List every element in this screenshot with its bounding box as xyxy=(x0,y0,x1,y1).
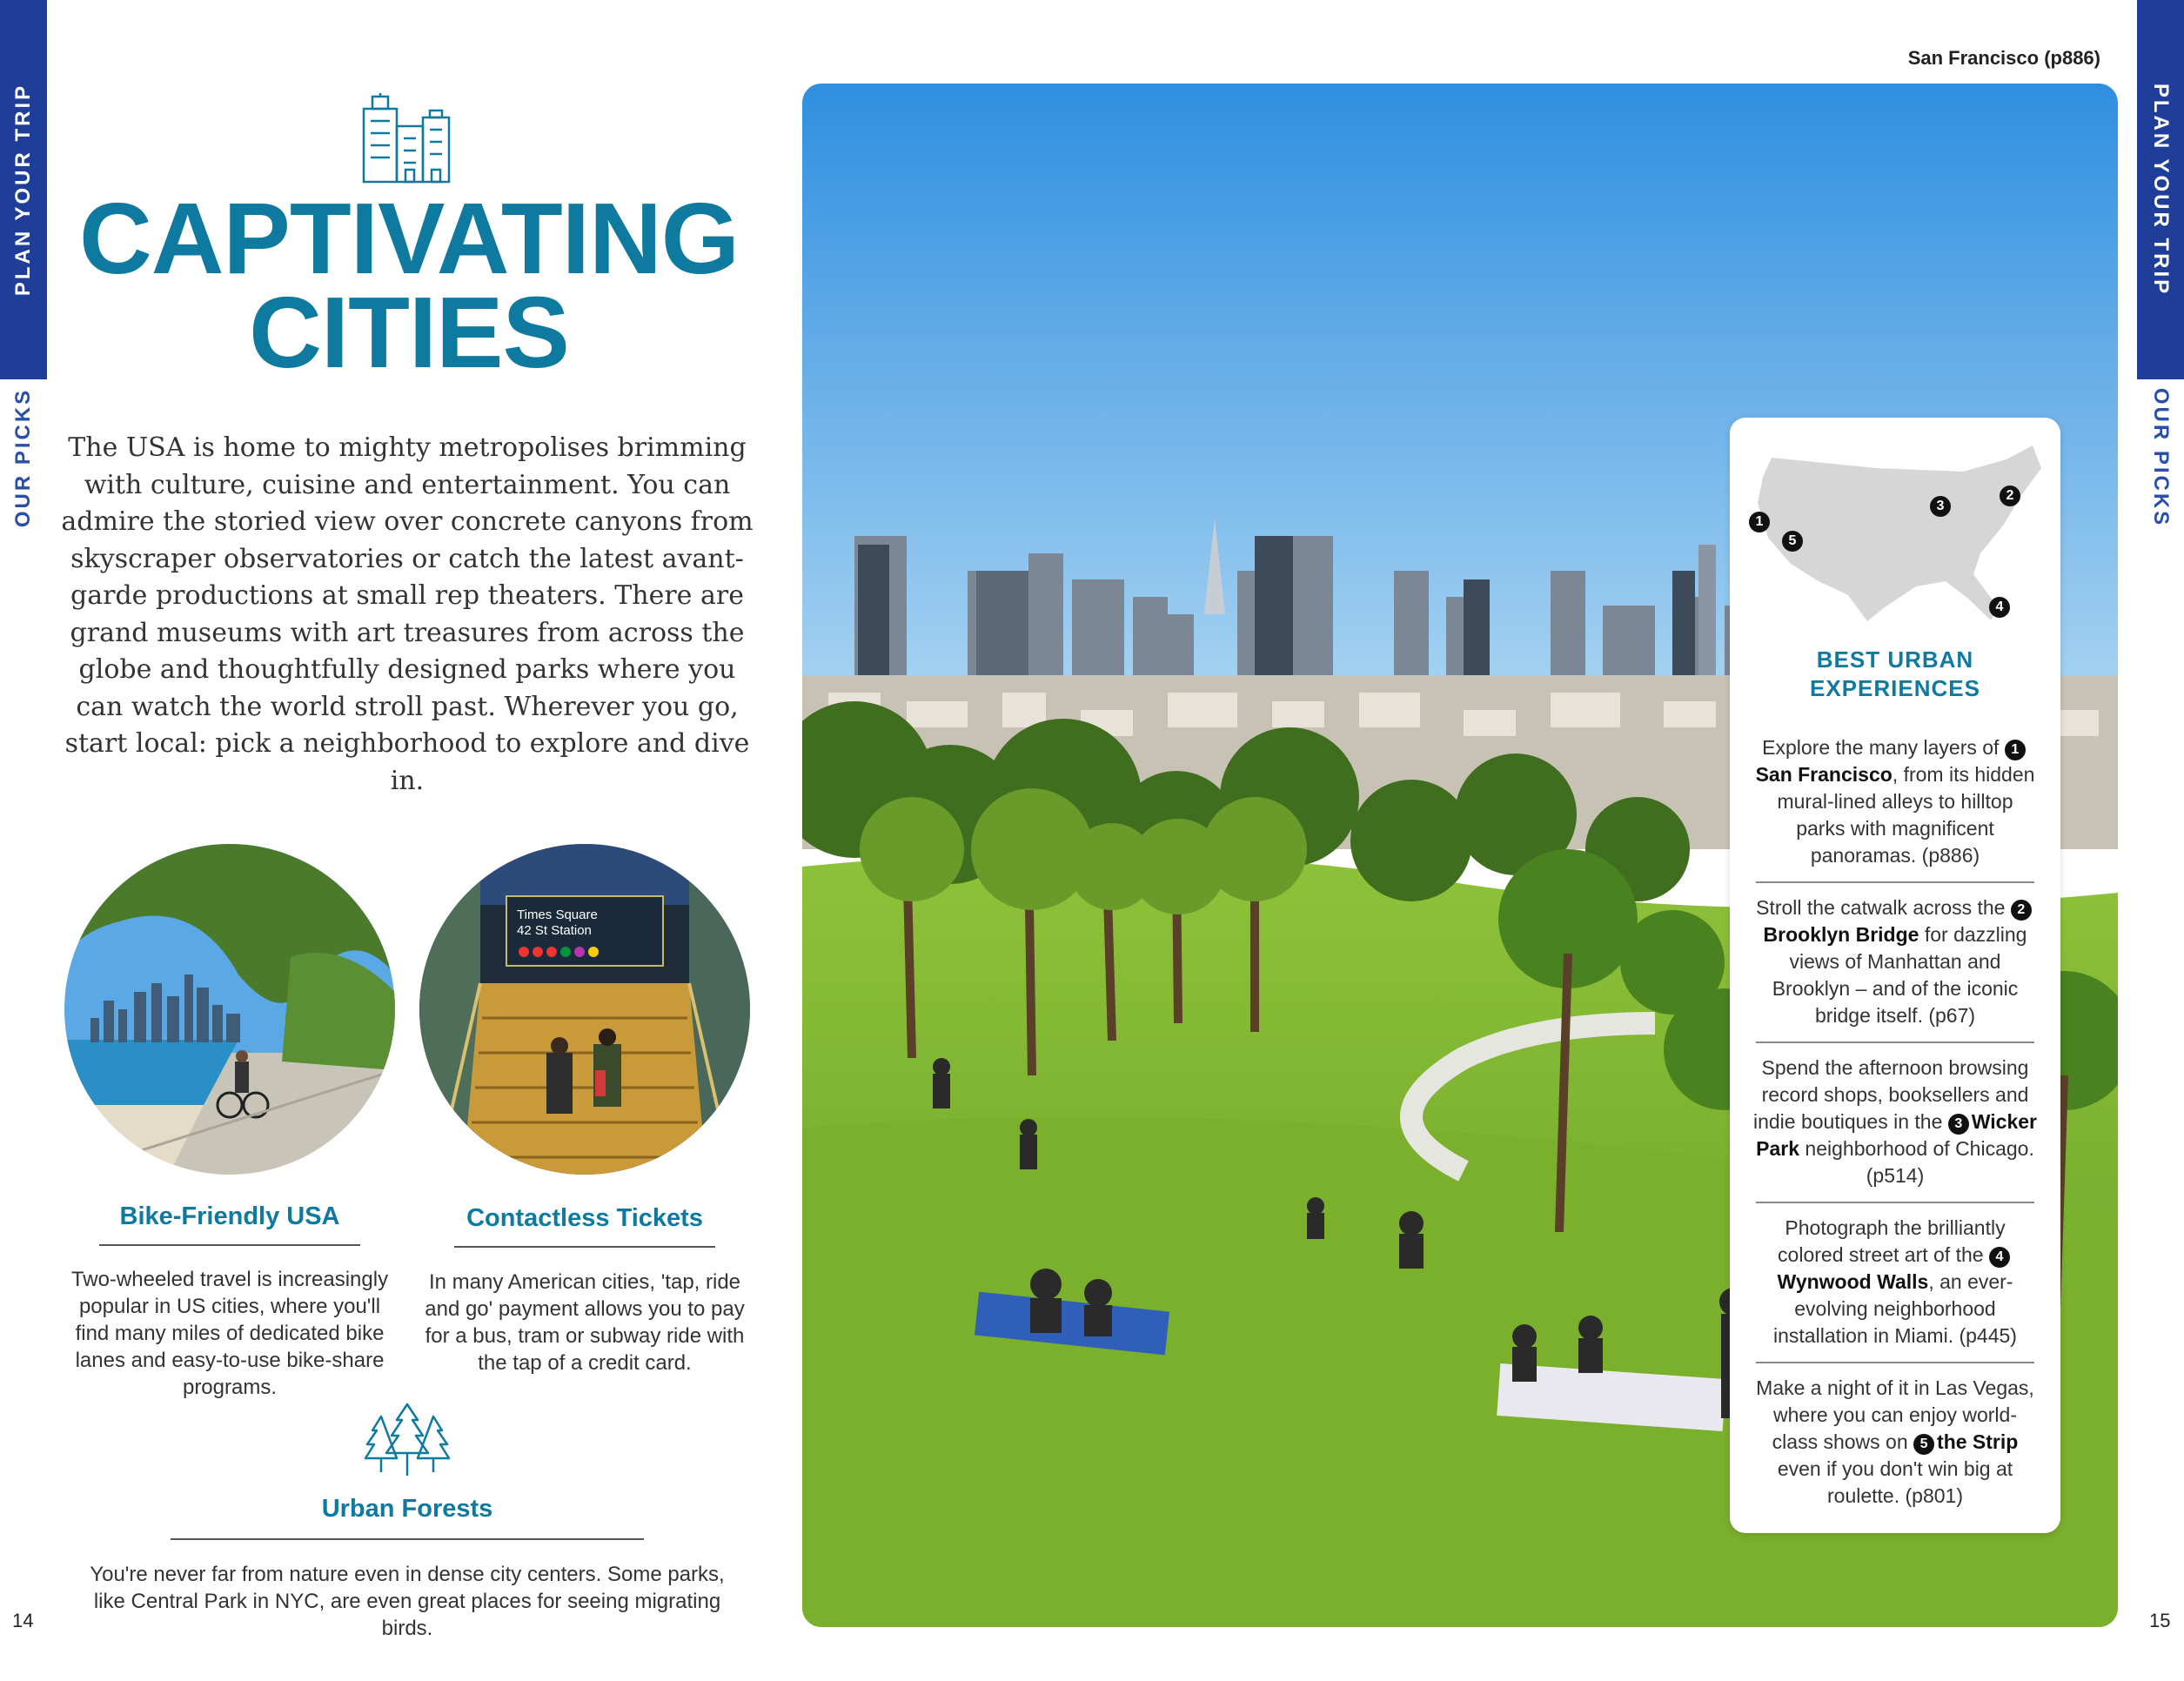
feature-rule-forests xyxy=(171,1538,644,1540)
page-number-right: 15 xyxy=(2149,1610,2171,1631)
our-picks-text: OUR PICKS xyxy=(2149,387,2174,528)
intro-paragraph: The USA is home to mighty metropolises brimming with culture, cuisine and entertainment. You can admire the storied view over concrete canyons from skyscraper observatories or catch the latest avant-garde productions at small rep theaters. There are grand museums with art treasures from across the globe and thoughtfully designed parks where you can watch the world stroll past. Wherever you go, start local: pick a neighborhood to explore and dive in. xyxy=(61,432,754,796)
pick-2-number: 2 xyxy=(2011,900,2032,921)
subway-entrance-photo xyxy=(419,844,750,1175)
pick-divider xyxy=(1756,1202,2034,1203)
pick-1-before: Explore the many layers of xyxy=(1762,736,2000,759)
subway-sign-line-1: Times Square xyxy=(517,907,598,922)
our-picks-label-left xyxy=(0,388,47,527)
plan-your-trip-tab-label: PLAN YOUR TRIP xyxy=(2149,83,2173,297)
panel-title xyxy=(1730,646,2060,703)
feature-rule-tickets xyxy=(454,1246,715,1248)
pick-4-after: , an ever-evolving neighborhood installation in Miami. (p445) xyxy=(1773,1270,2017,1347)
feature-title-tickets: Contactless Tickets xyxy=(466,1204,703,1232)
photo-caption: San Francisco (p886) xyxy=(1907,47,2100,69)
title-line-2: CITIES xyxy=(249,276,569,389)
pick-san-francisco xyxy=(1751,734,2040,869)
cyclist-lakefront-photo xyxy=(64,844,395,1175)
plan-your-trip-tab-right[interactable] xyxy=(2137,0,2184,379)
trees-icon xyxy=(362,1403,452,1477)
pick-1-after: , from its hidden mural-lined alleys to hilltop parks with magnificent panoramas. (p886) xyxy=(1777,763,2035,867)
panel-title-line-1: BEST URBAN xyxy=(1816,646,1974,673)
feature-text-bike: Two-wheeled travel is increasingly popular in US cities, where you'll find many miles of dedicated bike lanes and easy-to-use bike-share programs. xyxy=(70,1268,389,1399)
plan-your-trip-tab-left[interactable] xyxy=(0,0,47,379)
map-marker-3[interactable]: 3 xyxy=(1930,496,1951,517)
feature-title-forests: Urban Forests xyxy=(321,1495,493,1523)
pick-wynwood-walls xyxy=(1751,1215,2040,1349)
page-title xyxy=(52,182,766,389)
pick-1-number: 1 xyxy=(2005,740,2026,760)
pick-2-name[interactable]: Brooklyn Bridge xyxy=(1763,923,1919,946)
best-urban-experiences-panel xyxy=(1730,418,2060,1533)
our-picks-text: OUR PICKS xyxy=(11,387,36,528)
pick-5-number: 5 xyxy=(1913,1434,1934,1455)
plan-your-trip-tab-label: PLAN YOUR TRIP xyxy=(11,83,35,297)
feature-rule-bike xyxy=(99,1244,360,1246)
our-picks-label-right xyxy=(2137,388,2184,527)
map-marker-4[interactable]: 4 xyxy=(1989,597,2010,618)
pick-brooklyn-bridge xyxy=(1751,894,2040,1029)
pick-4-name[interactable]: Wynwood Walls xyxy=(1777,1270,1929,1293)
feature-title-bike: Bike-Friendly USA xyxy=(119,1202,340,1230)
feature-text-tickets: In many American cities, 'tap, ride and go' payment allows you to pay for a bus, tram or subway ride with the tap of a credit card. xyxy=(425,1270,745,1375)
subway-sign-line-2: 42 St Station xyxy=(517,923,592,938)
pick-2-before: Stroll the catwalk across the xyxy=(1756,896,2006,919)
buildings-icon xyxy=(360,91,452,184)
pick-3-after: neighborhood of Chicago. (p514) xyxy=(1799,1137,2034,1187)
pick-divider xyxy=(1756,881,2034,883)
pick-4-before: Photograph the brilliantly colored street art of the xyxy=(1778,1216,2006,1266)
pick-3-number: 3 xyxy=(1948,1114,1969,1135)
pick-the-strip xyxy=(1751,1375,2040,1510)
map-marker-1[interactable]: 1 xyxy=(1749,512,1770,532)
map-marker-2[interactable]: 2 xyxy=(2000,486,2020,506)
pick-divider xyxy=(1756,1362,2034,1363)
pick-5-before: Make a night of it in Las Vegas, where you can enjoy world-class shows on xyxy=(1756,1376,2034,1453)
map-marker-5[interactable]: 5 xyxy=(1782,531,1803,552)
pick-3-before: Spend the afternoon browsing record shops, booksellers and indie boutiques in the xyxy=(1752,1056,2029,1133)
pick-1-name[interactable]: San Francisco xyxy=(1755,763,1893,786)
pick-5-name[interactable]: the Strip xyxy=(1937,1430,2019,1453)
title-line-1: CAPTIVATING xyxy=(78,182,739,295)
feature-text-forests: You're never far from nature even in dense city centers. Some parks, like Central Park in NYC, are even great places for seeing migrating birds. xyxy=(90,1563,725,1640)
pick-divider xyxy=(1756,1041,2034,1043)
pick-wicker-park xyxy=(1751,1055,2040,1189)
page-number-left: 14 xyxy=(12,1610,34,1631)
panel-title-line-2: EXPERIENCES xyxy=(1810,675,1980,701)
pick-5-after: even if you don't win big at roulette. (p801) xyxy=(1777,1457,2013,1507)
pick-4-number: 4 xyxy=(1989,1247,2010,1268)
pick-3-name[interactable]: Wicker Park xyxy=(1756,1110,2037,1160)
pick-2-after: for dazzling views of Manhattan and Brooklyn – and of the iconic bridge itself. (p67) xyxy=(1772,923,2027,1027)
